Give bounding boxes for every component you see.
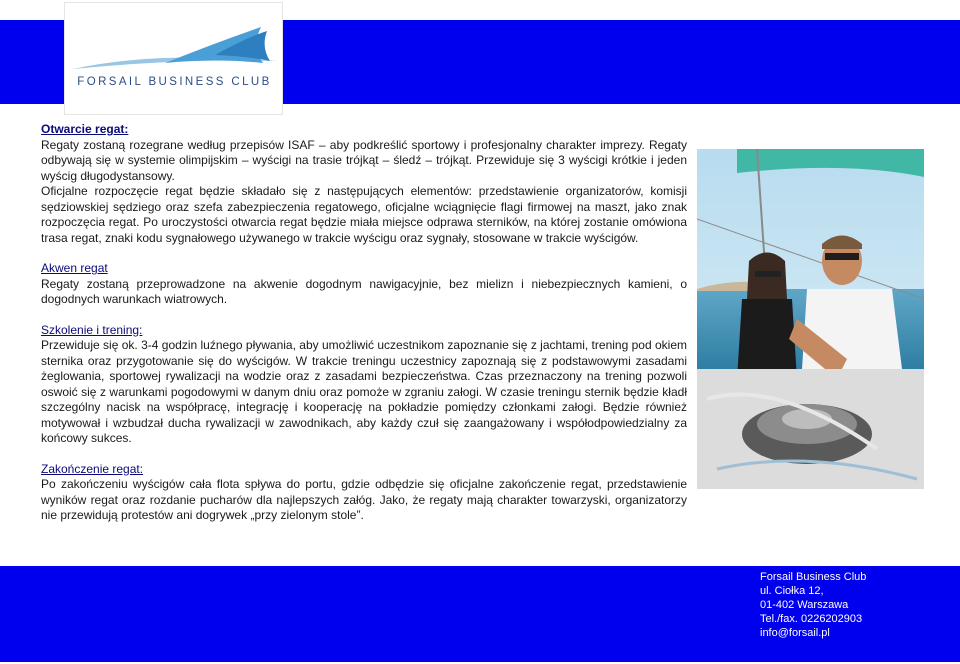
section-zakonczenie [41, 462, 687, 524]
section-heading: Otwarcie regat: [41, 122, 129, 136]
section-paragraph: Oficjalne rozpoczęcie regat będzie składało się z następujących elementów: przedstawienie organizatorów, komisji sędziowskiej sędziego oraz szefa zabezpieczenia regatowego, oficjalne wciągnięcie flagi firmowej na maszt, jako znak rozpoczęcia regat. Po uroczystości otwarcia regat będzie miała miejsce odprawa sterników, na której zostanie omówiona trasa regat, znaki kodu sygnałowego używanego w trakcie wyścigu oraz sygnały, stosowane w trakcie wyścigów. [41, 184, 687, 245]
section-heading: Zakończenie regat: [41, 461, 144, 476]
section-paragraph: Regaty zostaną rozegrane według przepisów ISAF – aby podkreślić sportowy i profesjonalny charakter imprezy. Regaty odbywają się w systemie olimpijskim – wyścigi na trasie trójkąt – śledź – trójkąt. Przewiduje się 3 wyścigi krótkie i jeden wyścig długodystansowy. [41, 137, 687, 183]
section-heading: Akwen regat [41, 261, 108, 275]
footer-street: ul. Ciołka 12, [760, 585, 824, 597]
logo-text: FORSAIL BUSINESS CLUB [77, 76, 272, 88]
footer-city: 01-402 Warszawa [760, 599, 849, 611]
section-otwarcie [41, 122, 687, 246]
logo [64, 2, 283, 115]
footer-email[interactable]: info@forsail.pl [760, 627, 830, 639]
sail-logo-icon [65, 3, 284, 116]
footer-company: Forsail Business Club [760, 571, 867, 583]
section-paragraph: Po zakończeniu wyścigów cała flota spływa do portu, gdzie odbędzie się oficjalne zakończenie regat, przedstawienie wyników regat oraz rozdanie pucharów dla najlepszych załóg. Jako, że regaty mają charakter towarzyski, organizatorzy nie przewidują protestów ani dogrywek „przy zielonym stole”. [41, 477, 687, 522]
section-paragraph: Regaty zostaną przeprowadzone na akwenie dogodnym nawigacyjnie, bez mielizn i niebezpiecznych kamieni, o dogodnych warunkach wiatrowych. [41, 276, 687, 306]
section-heading: Szkolenie i trening: [41, 322, 143, 337]
main-content [41, 122, 687, 524]
sailing-photo [697, 149, 924, 489]
footer-contact [760, 570, 866, 640]
section-szkolenie [41, 323, 687, 447]
footer-phone: Tel./fax. 0226202903 [760, 613, 863, 625]
section-akwen [41, 261, 687, 308]
section-paragraph: Przewiduje się ok. 3-4 godzin luźnego pływania, aby umożliwić uczestnikom zapoznanie się z jachtami, trening pod okiem sternika oraz przygotowanie się do wyścigów. W trakcie treningu uczestnicy zapoznają się z podstawowymi zasadami żeglowania, sportowej rywalizacji na wodzie oraz z zasadami bezpieczeństwa. Czas przeznaczony na trening pozwoli oswoić się z warunkami pogodowymi w danym dniu oraz pomoże w zgraniu załogi. W czasie treningu sternik będzie kładł szczególny nacisk na współpracę, integrację i kooperację na pokładzie pomiędzy członkami załogi. Będzie również motywował i wzbudzał ducha rywalizacji w zawodnikach, aby każdy czuł się zaangażowany i współodpowiedzialny za końcowy sukces. [41, 338, 687, 445]
